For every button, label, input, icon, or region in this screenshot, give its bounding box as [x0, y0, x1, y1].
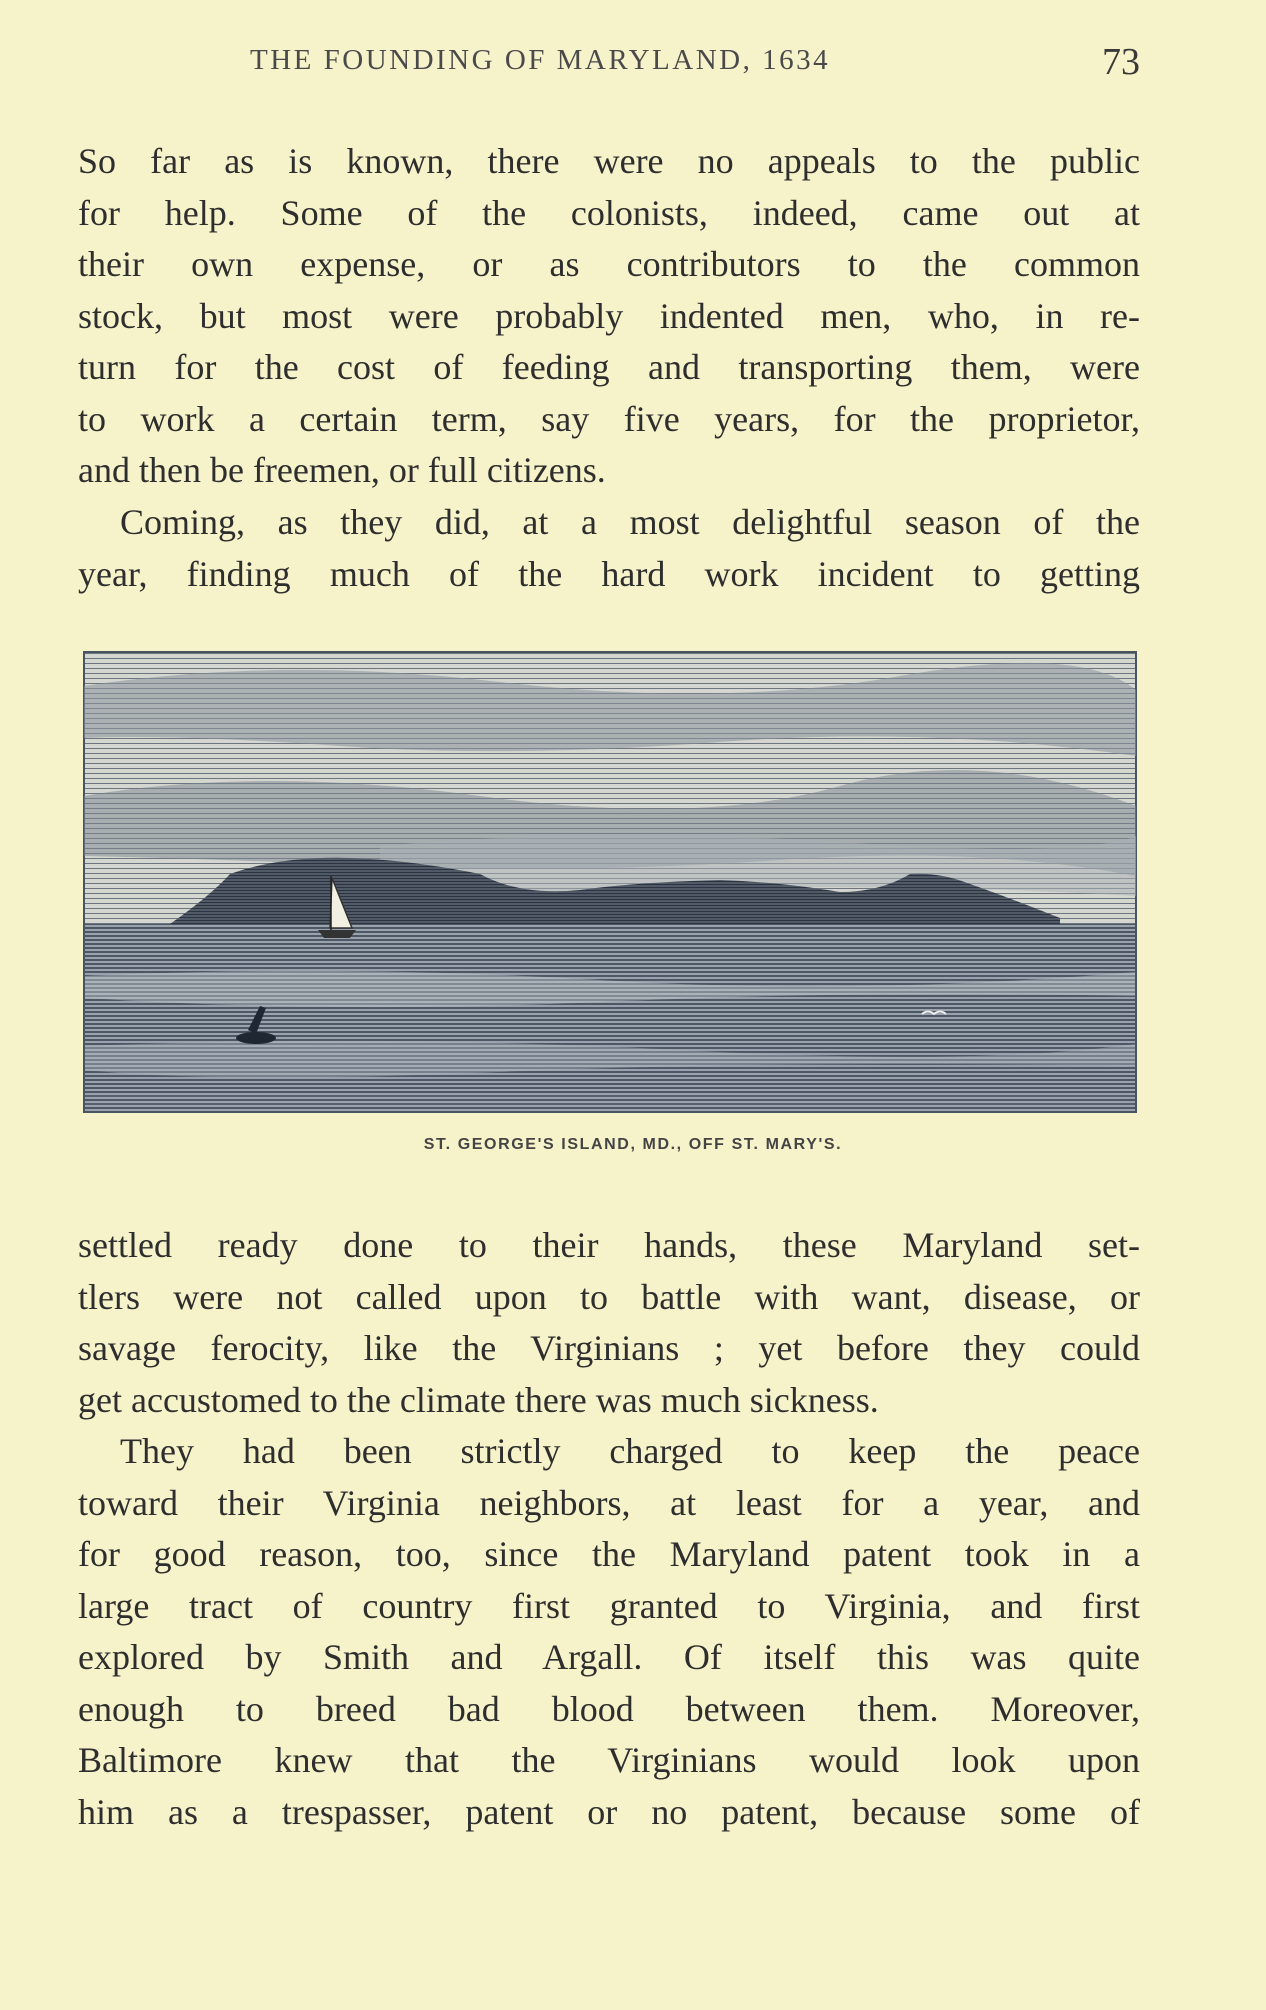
- island-seascape-image: [80, 646, 1140, 1116]
- text-line: for good reason, too, since the Maryland patent took in a: [78, 1534, 1140, 1574]
- running-head: [80, 40, 1140, 90]
- text-line: They had been strictly charged to keep the peace: [120, 1431, 1140, 1471]
- text-line: savage ferocity, like the Virginians ; yet before they could: [78, 1328, 1140, 1368]
- paragraph-1: [78, 136, 1140, 497]
- text-line: their own expense, or as contributors to the common: [78, 244, 1140, 284]
- text-line: tlers were not called upon to battle with want, disease, or: [78, 1276, 1140, 1317]
- text-line: settled ready done to their hands, these Maryland set-: [78, 1225, 1140, 1265]
- text-line: turn for the cost of feeding and transporting them, were: [78, 347, 1140, 387]
- running-title: THE FOUNDING OF MARYLAND, 1634: [250, 44, 831, 76]
- text-line: explored by Smith and Argall. Of itself this was quite: [78, 1637, 1140, 1677]
- text-line: him as a trespasser, patent or no patent, because some of: [78, 1791, 1140, 1832]
- figure-caption: ST. GEORGE'S ISLAND, MD., OFF ST. MARY'S.: [423, 1136, 843, 1153]
- text-line: enough to breed bad blood between them. Moreover,: [78, 1688, 1140, 1729]
- text-line: year, finding much of the hard work incident to getting: [78, 553, 1140, 594]
- text-line: to work a certain term, say five years, for the proprietor,: [78, 398, 1140, 439]
- text-line: So far as is known, there were no appeals to the public: [78, 141, 1140, 181]
- text-line: large tract of country first granted to Virginia, and first: [78, 1585, 1140, 1626]
- paragraph-3: [78, 1426, 1140, 1838]
- text-line: for help. Some of the colonists, indeed, came out at: [78, 192, 1140, 233]
- engraving-illustration: [80, 646, 1140, 1116]
- text-line: Coming, as they did, at a most delightful season of the: [120, 502, 1140, 542]
- text-line: get accustomed to the climate there was much sickness.: [78, 1379, 879, 1420]
- paragraph-2-continued: [78, 1220, 1140, 1426]
- page-number: 73: [1102, 41, 1140, 83]
- text-line: and then be freemen, or full citizens.: [78, 450, 606, 490]
- text-line: stock, but most were probably indented men, who, in re-: [78, 295, 1140, 336]
- text-line: Baltimore knew that the Virginians would look upon: [78, 1740, 1140, 1780]
- text-line: toward their Virginia neighbors, at least for a year, and: [78, 1482, 1140, 1523]
- paragraph-2: [78, 497, 1140, 600]
